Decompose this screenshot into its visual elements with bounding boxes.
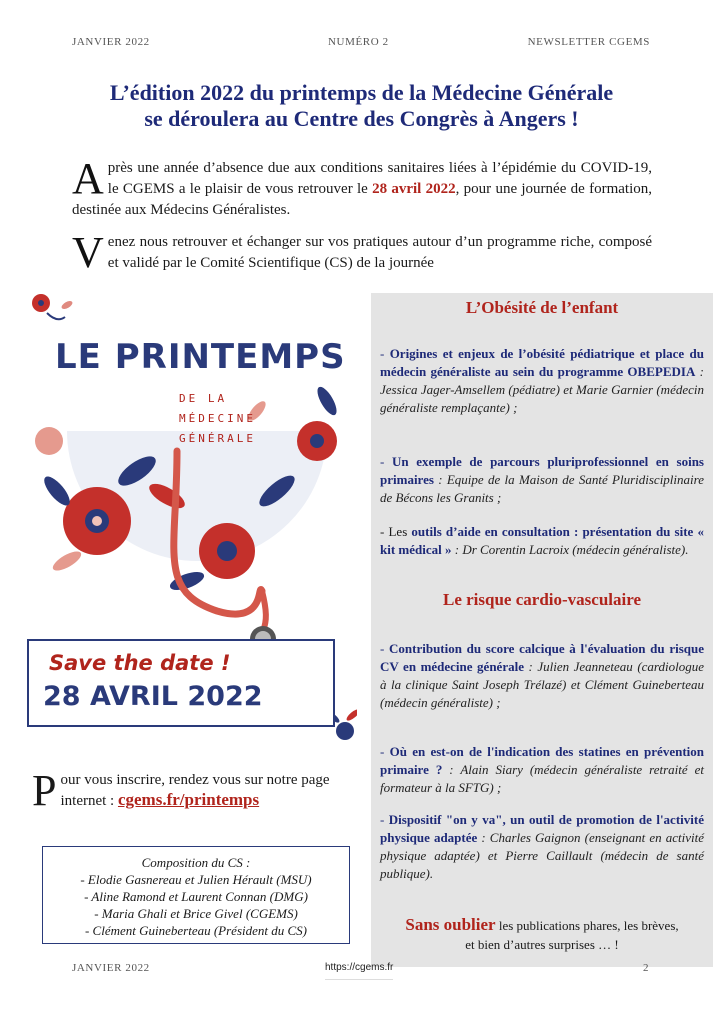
- item-speakers: : Alain Siary (médecin généraliste retraité et formateur à la SFTG) ;: [380, 762, 705, 795]
- event-poster: [27, 291, 357, 761]
- intro-text: , pour une journée de formation, destinée aux Médecins Généralistes.: [72, 181, 652, 218]
- section-title-obesity: L’Obésité de l’enfant: [465, 298, 619, 317]
- registration-paragraph: [32, 766, 352, 815]
- poster-subtitle-line: DE LA: [179, 392, 228, 405]
- item-topic: Dispositif "on y va", un outil de promotion de l'activité physique adaptée: [380, 812, 704, 845]
- intro-paragraph-1: [72, 154, 652, 221]
- item-dash: - Les: [380, 524, 412, 539]
- item-speakers: : Charles Gaignon (enseignant en activité physique adaptée) et Pierre Caillault (médecin de santé publique).: [380, 830, 704, 881]
- intro-text: enez nous retrouver et échanger sur vos pratiques autour d’un programme riche, composé et validé par le Comité Scientifique (CS) de la journée: [107, 234, 652, 271]
- poster-subtitle-line: GÉNÉRALE: [179, 432, 256, 445]
- item-topic: Contribution du score calcique à l'évaluation du risque CV en médecine générale: [380, 641, 704, 674]
- save-the-date-box: [27, 639, 335, 727]
- closing-highlight: Sans oublier: [405, 915, 496, 934]
- header-issue: NUMÉRO 2: [328, 36, 389, 48]
- intro-text: près une année d’absence due aux conditions sanitaires liées à l’épidémie du COVID-19, le CGEMS a le plaisir de vous retrouver le: [107, 160, 652, 197]
- save-the-date-value: 28 AVRIL 2022: [43, 681, 263, 712]
- footer-url[interactable]: https://cgems.fr: [325, 962, 393, 980]
- item-speakers: : Julien Jeanneteau (cardiologue à la clinique Saint Joseph Trélazé) et Clément Guineberteau (médecin généraliste) ;: [380, 659, 704, 710]
- closing-note: [371, 915, 713, 954]
- closing-text: et bien d’autres surprises … !: [465, 937, 619, 952]
- page-number: 2: [643, 962, 650, 974]
- drop-cap: V: [72, 228, 104, 277]
- item-dash: -: [380, 454, 392, 469]
- committee-member: - Maria Ghali et Brice Givel (CGEMS): [94, 906, 298, 921]
- item-speakers: : Jessica Jager-Amsellem (pédiatre) et Marie Garnier (médecin généraliste remplaçante) ;: [380, 364, 704, 415]
- item-topic: Origines et enjeux de l’obésité pédiatrique et place du médecin généraliste au sein du programme OBEPEDIA: [380, 346, 704, 379]
- item-speakers: : Dr Corentin Lacroix (médecin généraliste).: [451, 542, 689, 557]
- program-item: [380, 640, 704, 712]
- poster-subtitle-line: MÉDECINE: [179, 412, 256, 425]
- program-item: [380, 743, 704, 797]
- header-newsletter: NEWSLETTER CGEMS: [527, 36, 650, 48]
- program-item: [380, 453, 704, 507]
- drop-cap: A: [72, 154, 104, 203]
- drop-cap: P: [32, 766, 57, 815]
- program-item: [380, 523, 704, 559]
- flower-icon: [32, 294, 74, 319]
- intro-paragraph-2: [72, 228, 652, 277]
- event-date: 28 avril 2022: [372, 181, 456, 197]
- registration-text: our vous inscrire, rendez vous sur notre page internet :: [60, 772, 330, 809]
- poster-subtitle: [179, 389, 256, 449]
- item-speakers: : Equipe de la Maison de Santé Pluridisciplinaire de Bécons les Granits ;: [380, 472, 704, 505]
- program-item: [380, 811, 704, 883]
- item-dash: -: [380, 346, 390, 361]
- title-line-2: se déroulera au Centre des Congrès à Angers !: [144, 106, 579, 131]
- item-topic: Où en est-on de l'indication des statines en prévention primaire ?: [380, 744, 704, 777]
- poster-title: LE PRINTEMPS: [55, 337, 346, 377]
- item-topic: Un exemple de parcours pluriprofessionnel en soins primaires: [380, 454, 704, 487]
- footer-date: JANVIER 2022: [72, 962, 150, 974]
- committee-heading: Composition du CS :: [141, 855, 251, 870]
- item-dash: -: [380, 744, 390, 759]
- item-dash: -: [380, 812, 389, 827]
- title-line-1: L’édition 2022 du printemps de la Médecine Générale: [109, 80, 614, 105]
- program-item: [380, 345, 704, 417]
- item-topic: outils d’aide en consultation : présentation du site « kit médical »: [380, 524, 704, 557]
- committee-member: - Aline Ramond et Laurent Connan (DMG): [84, 889, 308, 904]
- closing-text: les publications phares, les brèves,: [495, 918, 679, 933]
- header-date: JANVIER 2022: [72, 36, 150, 48]
- program-panel: [371, 293, 713, 967]
- save-the-date-label: Save the date !: [49, 651, 231, 675]
- item-dash: -: [380, 641, 390, 656]
- committee-member: - Clément Guineberteau (Président du CS): [84, 923, 308, 938]
- section-title-cardio: Le risque cardio-vasculaire: [443, 590, 641, 609]
- page-title: [40, 80, 683, 132]
- registration-link[interactable]: cgems.fr/printemps: [117, 790, 260, 809]
- committee-box: [42, 846, 350, 944]
- committee-member: - Elodie Gasnereau et Julien Hérault (MSU): [80, 872, 312, 887]
